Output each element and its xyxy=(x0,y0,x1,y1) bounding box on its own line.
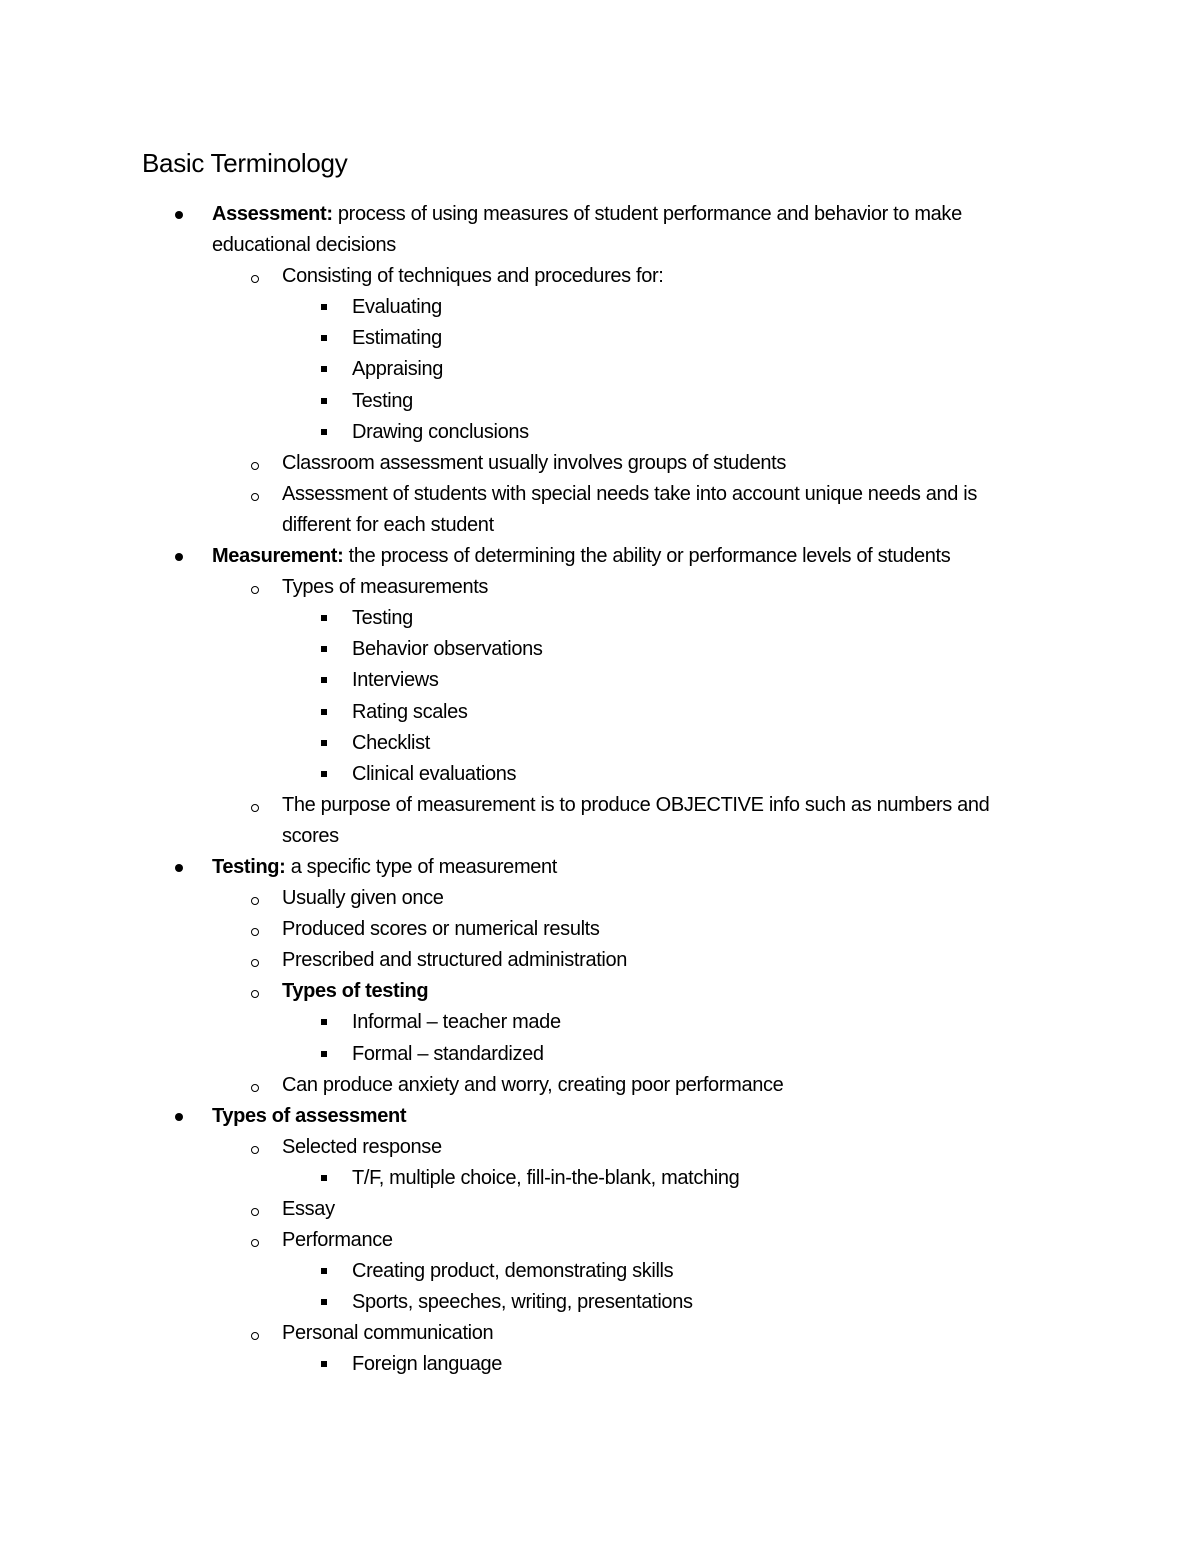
list-item xyxy=(0,199,1200,230)
list-item-continuation xyxy=(0,230,1200,261)
list-item-text xyxy=(352,728,430,759)
list-item-text xyxy=(212,199,962,230)
list-item-text xyxy=(352,292,442,323)
list-item-text xyxy=(282,883,444,914)
item-text: Testing xyxy=(352,607,413,630)
bullet-circle-icon xyxy=(251,959,259,967)
item-text: Usually given once xyxy=(282,887,444,910)
item-text: Drawing conclusions xyxy=(352,420,529,443)
item-text: Rating scales xyxy=(352,700,468,723)
list-item xyxy=(0,1007,1200,1038)
item-text: Consisting of techniques and procedures for: xyxy=(282,265,664,288)
bullet-circle-icon xyxy=(251,990,259,998)
bullet-dot-icon xyxy=(175,553,183,561)
bullet-circle-icon xyxy=(251,804,259,812)
bullet-circle-icon xyxy=(251,928,259,936)
bullet-circle-icon xyxy=(251,1239,259,1247)
bullet-circle-icon xyxy=(251,586,259,594)
item-text: T/F, multiple choice, fill-in-the-blank, matching xyxy=(352,1166,740,1189)
list-item-text xyxy=(282,821,339,852)
list-item-text xyxy=(282,1194,335,1225)
term-label: Assessment: xyxy=(212,203,333,225)
list-item-text xyxy=(212,1101,406,1132)
list-item-text xyxy=(282,261,664,292)
list-item-text xyxy=(352,1039,544,1070)
list-item xyxy=(0,323,1200,354)
list-item-text xyxy=(352,323,442,354)
item-text: Produced scores or numerical results xyxy=(282,918,600,941)
item-text: Essay xyxy=(282,1198,335,1220)
list-item-text xyxy=(352,1256,673,1287)
list-item xyxy=(0,852,1200,883)
list-item xyxy=(0,976,1200,1007)
list-item-text xyxy=(282,448,786,479)
list-item xyxy=(0,1349,1200,1380)
list-item xyxy=(0,697,1200,728)
list-item-text xyxy=(352,634,543,665)
item-text: The purpose of measurement is to produce OBJECTIVE info such as numbers and xyxy=(282,793,990,816)
item-text: Can produce anxiety and worry, creating poor performance xyxy=(282,1073,784,1096)
list-item-text xyxy=(352,1163,739,1194)
bullet-circle-icon xyxy=(251,275,259,283)
list-item xyxy=(0,914,1200,945)
list-item xyxy=(0,1039,1200,1070)
item-text: Types of measurements xyxy=(282,576,489,599)
item-text: Informal – teacher made xyxy=(352,1011,561,1034)
list-item xyxy=(0,603,1200,634)
bullet-circle-icon xyxy=(251,1084,259,1092)
list-item xyxy=(0,1287,1200,1318)
list-item xyxy=(0,541,1200,572)
term-label: Types of testing xyxy=(282,980,429,1003)
item-text: process of using measures of student performance and behavior to make xyxy=(332,203,962,225)
bullet-square-icon xyxy=(321,1268,327,1274)
bullet-square-icon xyxy=(321,1175,327,1181)
item-text: Clinical evaluations xyxy=(352,762,517,785)
bullet-square-icon xyxy=(321,1299,327,1305)
list-item-text xyxy=(212,541,950,572)
item-text: Performance xyxy=(282,1229,393,1252)
list-item-text xyxy=(352,1349,502,1380)
item-text: Selected response xyxy=(282,1135,442,1158)
list-item xyxy=(0,1070,1200,1101)
list-item xyxy=(0,417,1200,448)
list-item xyxy=(0,665,1200,696)
list-item-text xyxy=(282,510,494,541)
term-label: Types of assessment xyxy=(212,1104,407,1127)
list-item-text xyxy=(282,976,428,1007)
item-text: the process of determining the ability or performance levels of students xyxy=(343,545,951,568)
bullet-dot-icon xyxy=(175,211,183,219)
list-item xyxy=(0,386,1200,417)
list-item xyxy=(0,448,1200,479)
item-text: Interviews xyxy=(352,669,439,692)
list-item-text xyxy=(352,354,443,385)
list-item-text xyxy=(352,386,413,417)
list-item-text xyxy=(352,665,439,696)
item-text: Personal communication xyxy=(282,1322,494,1345)
bullet-square-icon xyxy=(321,771,327,777)
bullet-square-icon xyxy=(321,1019,327,1025)
bullet-square-icon xyxy=(321,398,327,404)
item-text: different for each student xyxy=(282,513,494,536)
list-item-text xyxy=(352,697,468,728)
list-item-text xyxy=(352,603,413,634)
list-item xyxy=(0,261,1200,292)
bullet-dot-icon xyxy=(175,864,183,872)
list-item-text xyxy=(282,1225,393,1256)
list-item-text xyxy=(352,1007,561,1038)
list-item-text xyxy=(282,1070,783,1101)
list-item xyxy=(0,1132,1200,1163)
bullet-circle-icon xyxy=(251,493,259,501)
bullet-circle-icon xyxy=(251,897,259,905)
item-text: Foreign language xyxy=(352,1353,503,1376)
list-item-text xyxy=(282,945,627,976)
list-item xyxy=(0,1194,1200,1225)
item-text: Estimating xyxy=(352,327,442,350)
list-item xyxy=(0,572,1200,603)
list-item xyxy=(0,728,1200,759)
outline-list xyxy=(0,199,1200,1381)
bullet-square-icon xyxy=(321,740,327,746)
bullet-square-icon xyxy=(321,709,327,715)
item-text: Appraising xyxy=(352,358,444,381)
item-text: Creating product, demonstrating skills xyxy=(352,1260,674,1283)
list-item-text xyxy=(282,790,989,821)
page-title: Basic Terminology xyxy=(142,148,348,178)
list-item xyxy=(0,945,1200,976)
term-label: Testing: xyxy=(212,855,286,878)
list-item xyxy=(0,1163,1200,1194)
list-item xyxy=(0,354,1200,385)
item-text: a specific type of measurement xyxy=(285,855,558,878)
bullet-square-icon xyxy=(321,366,327,372)
list-item-text xyxy=(212,852,557,883)
list-item-text xyxy=(282,1318,493,1349)
bullet-square-icon xyxy=(321,646,327,652)
list-item xyxy=(0,883,1200,914)
list-item xyxy=(0,1101,1200,1132)
item-text: Classroom assessment usually involves groups of students xyxy=(282,451,786,474)
list-item-text xyxy=(282,914,600,945)
bullet-square-icon xyxy=(321,1051,327,1057)
item-text: scores xyxy=(282,824,339,847)
list-item-text xyxy=(282,479,977,510)
item-text: Evaluating xyxy=(352,296,442,319)
bullet-square-icon xyxy=(321,615,327,621)
list-item xyxy=(0,634,1200,665)
item-text: Prescribed and structured administration xyxy=(282,949,628,972)
list-item-text xyxy=(352,1287,693,1318)
item-text: Assessment of students with special needs take into account unique needs and is xyxy=(282,482,978,505)
list-item xyxy=(0,1256,1200,1287)
bullet-square-icon xyxy=(321,1361,327,1367)
list-item-text xyxy=(352,417,529,448)
item-text: Testing xyxy=(352,389,413,412)
list-item-continuation xyxy=(0,510,1200,541)
list-item-text xyxy=(212,230,396,261)
list-item xyxy=(0,1225,1200,1256)
bullet-square-icon xyxy=(321,335,327,341)
bullet-circle-icon xyxy=(251,462,259,470)
bullet-square-icon xyxy=(321,304,327,310)
list-item-continuation xyxy=(0,821,1200,852)
bullet-square-icon xyxy=(321,677,327,683)
bullet-circle-icon xyxy=(251,1146,259,1154)
list-item-text xyxy=(352,759,516,790)
bullet-dot-icon xyxy=(175,1113,183,1121)
list-item xyxy=(0,759,1200,790)
list-item xyxy=(0,292,1200,323)
item-text: Behavior observations xyxy=(352,638,543,661)
list-item xyxy=(0,1318,1200,1349)
list-item xyxy=(0,479,1200,510)
bullet-circle-icon xyxy=(251,1208,259,1216)
item-text: Formal – standardized xyxy=(352,1042,544,1065)
bullet-circle-icon xyxy=(251,1332,259,1340)
item-text: Checklist xyxy=(352,731,430,754)
item-text: Sports, speeches, writing, presentations xyxy=(352,1291,693,1314)
bullet-square-icon xyxy=(321,429,327,435)
term-label: Measurement: xyxy=(212,545,344,568)
item-text: educational decisions xyxy=(212,234,396,257)
list-item-text xyxy=(282,572,488,603)
list-item xyxy=(0,790,1200,821)
list-item-text xyxy=(282,1132,442,1163)
